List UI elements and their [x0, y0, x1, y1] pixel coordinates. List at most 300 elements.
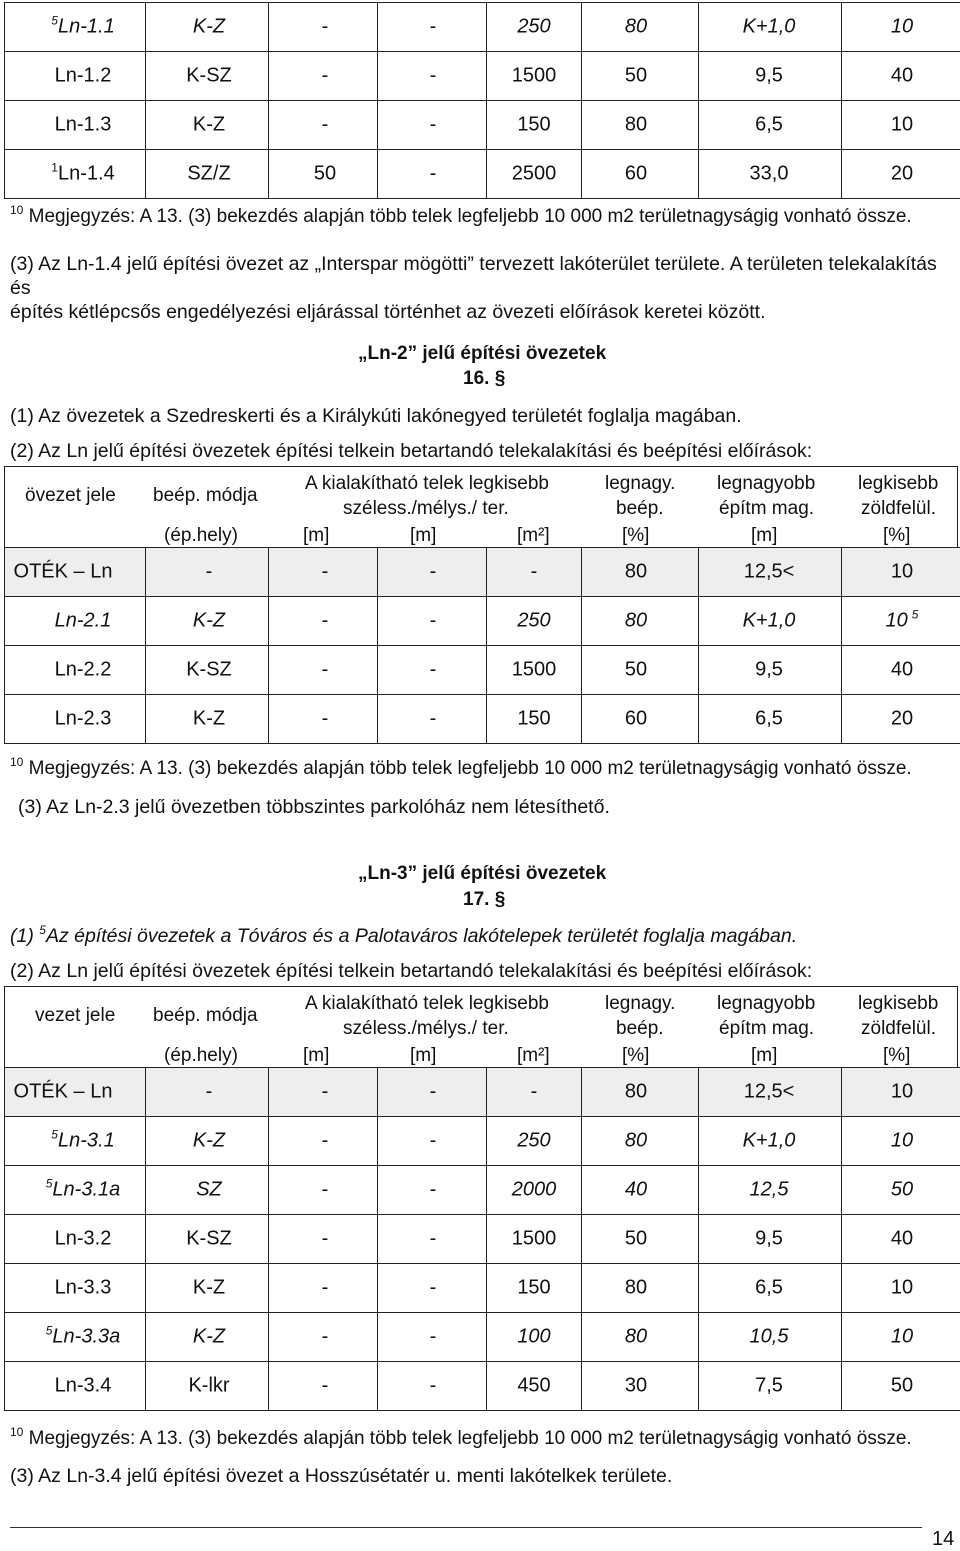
- cell-text: [322, 1130, 329, 1153]
- cell-value: -: [430, 659, 437, 681]
- cell-text: [531, 1081, 538, 1104]
- cell-value: 9,5: [755, 65, 783, 87]
- cell-built: [582, 1166, 699, 1215]
- ln3-note: [10, 1428, 912, 1450]
- cell-text: [322, 1326, 329, 1349]
- cell-text: [750, 163, 789, 186]
- cell-value: -: [430, 1130, 437, 1152]
- cell-value: 40: [891, 1228, 913, 1250]
- cell-text: [322, 65, 329, 88]
- cell-value: -: [430, 708, 437, 730]
- ln2-paragraph-1: (1) Az övezetek a Szedreskerti és a Királykúti lakónegyed területét foglalja magában.: [10, 405, 742, 428]
- header-height-3: [m]: [751, 525, 777, 547]
- ln1-table: [4, 2, 960, 199]
- cell-value: K-Z: [193, 1130, 225, 1152]
- cell-value: 10: [891, 1081, 913, 1103]
- cell-text: [891, 561, 913, 584]
- cell-value: 10: [891, 1277, 913, 1299]
- cell-zone: [5, 548, 146, 597]
- cell-d: [378, 1166, 487, 1215]
- header-mode: beép. módja: [153, 485, 258, 507]
- cell-height: [699, 52, 842, 101]
- cell-text: [517, 16, 550, 39]
- cell-value: 2500: [512, 163, 557, 185]
- cell-value: 80: [625, 610, 647, 632]
- cell-value: -: [430, 114, 437, 136]
- ln2-table-header: [4, 466, 958, 548]
- cell-text: [55, 1375, 112, 1398]
- cell-value: 50: [625, 65, 647, 87]
- cell-text: [886, 610, 919, 633]
- cell-w: [269, 695, 378, 744]
- ln2-paragraph-3: (3) Az Ln-2.3 jelű övezetben többszintes parkolóház nem létesíthető.: [18, 796, 610, 819]
- header-lot-title: A kialakítható telek legkisebb: [305, 993, 549, 1015]
- cell-d: [378, 646, 487, 695]
- cell-text: [193, 708, 225, 731]
- cell-zone: [5, 1313, 146, 1362]
- cell-value: -: [430, 65, 437, 87]
- cell-text: [625, 1277, 647, 1300]
- cell-value: -: [322, 1375, 329, 1397]
- cell-value: Ln-2.2: [55, 659, 112, 681]
- cell-value: 10,5: [750, 1326, 789, 1348]
- cell-mode: [146, 1313, 269, 1362]
- cell-text: [193, 1326, 225, 1349]
- cell-value: 150: [517, 1277, 550, 1299]
- table-row: [5, 1215, 960, 1264]
- cell-text: [512, 65, 557, 88]
- footer-rule: [10, 1527, 922, 1528]
- cell-value: Ln-3.4: [55, 1375, 112, 1397]
- cell-zone: [5, 101, 146, 150]
- cell-text: [193, 16, 225, 39]
- header-built-1: legnagy.: [605, 993, 675, 1015]
- cell-text: [625, 1130, 647, 1153]
- cell-value: Ln-3.2: [55, 1228, 112, 1250]
- footnote-marker: 10: [10, 203, 23, 217]
- cell-text: [55, 65, 112, 88]
- cell-text: [55, 1277, 112, 1300]
- cell-value: 10: [891, 561, 913, 583]
- cell-text: [625, 708, 647, 731]
- cell-zone: [5, 695, 146, 744]
- cell-area: [487, 695, 582, 744]
- cell-green: [842, 1313, 960, 1362]
- cell-zone: [5, 1362, 146, 1411]
- footnote-marker: 5: [51, 14, 58, 28]
- table-row: [5, 3, 960, 52]
- cell-text: [750, 1326, 789, 1349]
- cell-built: [582, 646, 699, 695]
- cell-d: [378, 52, 487, 101]
- cell-text: [891, 659, 913, 682]
- otek-row: [5, 1068, 960, 1117]
- cell-green: [842, 1166, 960, 1215]
- cell-height: [699, 1117, 842, 1166]
- cell-d: [378, 1362, 487, 1411]
- cell-mode: [146, 52, 269, 101]
- cell-green: [842, 1068, 960, 1117]
- cell-value: K-lkr: [188, 1375, 229, 1397]
- cell-text: [625, 114, 647, 137]
- cell-area: [487, 3, 582, 52]
- ln3-paragraph-1: [10, 925, 797, 948]
- header-green-3: [%]: [883, 1045, 910, 1067]
- cell-height: [699, 3, 842, 52]
- cell-value: -: [430, 1081, 437, 1103]
- ln2-note: [10, 758, 912, 780]
- cell-text: [322, 708, 329, 731]
- cell-value: 7,5: [755, 1375, 783, 1397]
- header-zone: vezet jele: [35, 1005, 115, 1027]
- cell-value: K+1,0: [743, 16, 796, 38]
- cell-text: [322, 659, 329, 682]
- cell-height: [699, 1215, 842, 1264]
- header-unit-depth: [m]: [410, 1045, 436, 1067]
- cell-value: Ln-3.3: [55, 1277, 112, 1299]
- cell-text: [755, 65, 783, 88]
- cell-area: [487, 597, 582, 646]
- cell-value: -: [430, 1179, 437, 1201]
- cell-height: [699, 597, 842, 646]
- cell-value: 250: [517, 610, 550, 632]
- note-text: Megjegyzés: A 13. (3) bekezdés alapján több telek legfeljebb 10 000 m2 területnagyságig vonható össze.: [23, 758, 911, 779]
- cell-value: -: [430, 610, 437, 632]
- cell-value: K-SZ: [186, 1228, 232, 1250]
- cell-text: [625, 163, 647, 186]
- cell-text: [625, 1326, 647, 1349]
- cell-text: [517, 708, 550, 731]
- cell-value: 6,5: [755, 708, 783, 730]
- cell-text: [891, 1179, 913, 1202]
- cell-value: 10: [891, 1326, 913, 1348]
- cell-height: [699, 695, 842, 744]
- cell-value: K-Z: [193, 1326, 225, 1348]
- cell-zone: [5, 1166, 146, 1215]
- cell-value: 20: [891, 163, 913, 185]
- table-row: [5, 52, 960, 101]
- cell-text: [55, 708, 112, 731]
- footnote-marker: 5: [912, 608, 919, 622]
- cell-value: 9,5: [755, 659, 783, 681]
- cell-mode: [146, 3, 269, 52]
- ln14-line2: építés kétlépcsős engedélyezési eljárással történhet az övezeti előírások keretei között.: [10, 300, 955, 324]
- cell-text: [517, 1277, 550, 1300]
- cell-value: 6,5: [755, 1277, 783, 1299]
- ln3-table-header: [4, 986, 958, 1068]
- cell-value: Ln-1.3: [55, 114, 112, 136]
- header-mode: beép. módja: [153, 1005, 258, 1027]
- cell-green: [842, 1362, 960, 1411]
- cell-text: [193, 1277, 225, 1300]
- cell-area: [487, 1215, 582, 1264]
- cell-value: 80: [625, 1130, 647, 1152]
- cell-mode: [146, 695, 269, 744]
- cell-text: [755, 659, 783, 682]
- cell-text: [625, 16, 647, 39]
- cell-mode: [146, 150, 269, 199]
- cell-text: [186, 65, 232, 88]
- cell-value: -: [322, 610, 329, 632]
- cell-text: [891, 114, 913, 137]
- cell-text: [430, 1081, 437, 1104]
- header-unit-width: [m]: [303, 525, 329, 547]
- cell-text: [322, 114, 329, 137]
- header-green-1: legkisebb: [858, 993, 938, 1015]
- cell-text: [14, 561, 113, 584]
- cell-text: [891, 1081, 913, 1104]
- cell-w: [269, 548, 378, 597]
- header-unit-area: [m²]: [517, 1045, 550, 1067]
- cell-value: Ln-2.3: [55, 708, 112, 730]
- cell-value: -: [430, 16, 437, 38]
- cell-value: 80: [625, 561, 647, 583]
- ln2-table: [4, 547, 960, 744]
- table-row: [5, 1313, 960, 1362]
- header-green-2: zöldfelül.: [861, 1018, 936, 1040]
- cell-mode: [146, 1362, 269, 1411]
- cell-mode: [146, 548, 269, 597]
- cell-text: [512, 163, 557, 186]
- cell-text: [46, 1179, 121, 1202]
- cell-text: [625, 1228, 647, 1251]
- cell-value: 50: [891, 1179, 913, 1201]
- cell-built: [582, 1068, 699, 1117]
- cell-text: [430, 659, 437, 682]
- cell-text: [51, 16, 114, 39]
- cell-value: K+1,0: [743, 610, 796, 632]
- cell-value: K-Z: [193, 1277, 225, 1299]
- cell-value: 80: [625, 1277, 647, 1299]
- cell-height: [699, 150, 842, 199]
- cell-text: [430, 1277, 437, 1300]
- cell-value: -: [430, 1375, 437, 1397]
- cell-value: -: [322, 708, 329, 730]
- table-row: [5, 695, 960, 744]
- header-height-2: építm mag.: [719, 498, 814, 520]
- cell-area: [487, 150, 582, 199]
- cell-text: [744, 1081, 795, 1104]
- cell-green: [842, 52, 960, 101]
- cell-value: 50: [891, 1375, 913, 1397]
- table-row: [5, 101, 960, 150]
- cell-built: [582, 1264, 699, 1313]
- cell-text: [517, 1326, 550, 1349]
- cell-value: 50: [625, 659, 647, 681]
- header-green-2: zöldfelül.: [861, 498, 936, 520]
- cell-text: [430, 561, 437, 584]
- cell-green: [842, 1264, 960, 1313]
- cell-height: [699, 646, 842, 695]
- cell-d: [378, 1264, 487, 1313]
- cell-built: [582, 1362, 699, 1411]
- cell-mode: [146, 1215, 269, 1264]
- cell-value: 9,5: [755, 1228, 783, 1250]
- cell-text: [322, 1081, 329, 1104]
- cell-w: [269, 1362, 378, 1411]
- otek-row: [5, 548, 960, 597]
- header-zone: övezet jele: [25, 485, 116, 507]
- cell-text: [196, 1179, 222, 1202]
- cell-text: [430, 1326, 437, 1349]
- cell-built: [582, 52, 699, 101]
- cell-value: -: [322, 1081, 329, 1103]
- cell-d: [378, 150, 487, 199]
- cell-built: [582, 1215, 699, 1264]
- cell-value: 1500: [512, 1228, 557, 1250]
- footnote-marker: 5: [46, 1324, 53, 1338]
- cell-text: [625, 65, 647, 88]
- cell-d: [378, 1117, 487, 1166]
- header-height-2: építm mag.: [719, 1018, 814, 1040]
- cell-text: [891, 1326, 913, 1349]
- table-row: [5, 646, 960, 695]
- cell-value: -: [430, 1228, 437, 1250]
- cell-text: [891, 16, 913, 39]
- cell-d: [378, 1313, 487, 1362]
- cell-text: [430, 610, 437, 633]
- cell-d: [378, 1068, 487, 1117]
- cell-zone: [5, 150, 146, 199]
- cell-zone: [5, 1264, 146, 1313]
- cell-value: 80: [625, 1081, 647, 1103]
- cell-value: 40: [891, 65, 913, 87]
- ln2-title: „Ln-2” jelű építési övezetek: [358, 343, 606, 365]
- cell-text: [322, 561, 329, 584]
- cell-text: [755, 1228, 783, 1251]
- cell-mode: [146, 101, 269, 150]
- cell-value: 150: [517, 114, 550, 136]
- cell-value: 10: [891, 16, 913, 38]
- cell-text: [755, 1277, 783, 1300]
- header-unit-width: [m]: [303, 1045, 329, 1067]
- cell-w: [269, 3, 378, 52]
- cell-text: [625, 610, 647, 633]
- cell-text: [891, 163, 913, 186]
- cell-text: [625, 659, 647, 682]
- table-row: [5, 597, 960, 646]
- cell-green: [842, 3, 960, 52]
- footnote-marker: 1: [51, 161, 58, 175]
- cell-built: [582, 548, 699, 597]
- ln3-paragraph-3: (3) Az Ln-3.4 jelű építési övezet a Hosszúsétatér u. menti lakótelkek területe.: [10, 1465, 672, 1488]
- header-built-2: beép.: [616, 498, 664, 520]
- cell-value: -: [206, 561, 213, 583]
- cell-text: [531, 561, 538, 584]
- cell-area: [487, 646, 582, 695]
- cell-value: Ln-1.4: [58, 163, 115, 185]
- cell-text: [755, 114, 783, 137]
- cell-w: [269, 101, 378, 150]
- cell-value: 80: [625, 1326, 647, 1348]
- paragraph-prefix: (1): [10, 925, 39, 947]
- cell-value: 450: [517, 1375, 550, 1397]
- cell-text: [55, 659, 112, 682]
- footnote-marker: 10: [10, 1425, 23, 1439]
- cell-value: 12,5: [750, 1179, 789, 1201]
- cell-value: -: [322, 1130, 329, 1152]
- header-built-3: [%]: [622, 525, 649, 547]
- cell-w: [269, 646, 378, 695]
- cell-built: [582, 695, 699, 744]
- cell-value: -: [531, 561, 538, 583]
- table-row: [5, 1117, 960, 1166]
- cell-d: [378, 548, 487, 597]
- cell-zone: [5, 52, 146, 101]
- cell-text: [625, 1081, 647, 1104]
- header-lot-title: A kialakítható telek legkisebb: [305, 473, 549, 495]
- ln3-title: „Ln-3” jelű építési övezetek: [358, 863, 606, 885]
- cell-text: [743, 16, 796, 39]
- ln14-line1: (3) Az Ln-1.4 jelű építési övezet az „Interspar mögötti” tervezett lakóterület területe. A területen telekalakítás és: [10, 252, 955, 300]
- cell-text: [206, 1081, 213, 1104]
- cell-value: 250: [517, 1130, 550, 1152]
- cell-value: -: [322, 16, 329, 38]
- cell-text: [55, 610, 112, 633]
- cell-w: [269, 52, 378, 101]
- cell-green: [842, 150, 960, 199]
- cell-value: Ln-1.1: [58, 16, 115, 38]
- cell-zone: [5, 1215, 146, 1264]
- cell-w: [269, 150, 378, 199]
- cell-height: [699, 1362, 842, 1411]
- cell-text: [625, 1375, 647, 1398]
- cell-value: Ln-3.1a: [52, 1179, 120, 1201]
- header-green-3: [%]: [883, 525, 910, 547]
- cell-w: [269, 597, 378, 646]
- cell-text: [891, 1277, 913, 1300]
- cell-value: K-Z: [193, 16, 225, 38]
- cell-value: -: [322, 65, 329, 87]
- cell-area: [487, 1166, 582, 1215]
- cell-height: [699, 1313, 842, 1362]
- cell-text: [743, 610, 796, 633]
- ln2-paragraph-2: (2) Az Ln jelű építési övezetek építési telkein betartandó telekalakítási és beépítési előírások:: [10, 440, 812, 463]
- cell-green: [842, 646, 960, 695]
- cell-value: K-SZ: [186, 659, 232, 681]
- cell-d: [378, 1215, 487, 1264]
- page-number: 14: [932, 1528, 954, 1551]
- cell-d: [378, 3, 487, 52]
- cell-height: [699, 1166, 842, 1215]
- ln14-paragraph: [10, 252, 955, 324]
- cell-value: 40: [891, 659, 913, 681]
- cell-value: 150: [517, 708, 550, 730]
- cell-text: [891, 1228, 913, 1251]
- cell-value: 1500: [512, 65, 557, 87]
- cell-built: [582, 3, 699, 52]
- header-mode-2: (ép.hely): [164, 1045, 238, 1067]
- cell-value: 40: [625, 1179, 647, 1201]
- cell-green: [842, 1215, 960, 1264]
- cell-value: -: [322, 1326, 329, 1348]
- cell-text: [891, 1130, 913, 1153]
- footnote-marker: 5: [46, 1177, 53, 1191]
- table-row: [5, 1166, 960, 1215]
- cell-text: [430, 1375, 437, 1398]
- header-built-1: legnagy.: [605, 473, 675, 495]
- cell-value: SZ/Z: [187, 163, 230, 185]
- cell-text: [186, 1228, 232, 1251]
- cell-area: [487, 1068, 582, 1117]
- cell-text: [430, 1130, 437, 1153]
- cell-text: [186, 659, 232, 682]
- note-text: Megjegyzés: A 13. (3) bekezdés alapján több telek legfeljebb 10 000 m2 területnagyságig vonható össze.: [23, 1428, 911, 1449]
- header-mode-2: (ép.hely): [164, 525, 238, 547]
- cell-value: K-Z: [193, 708, 225, 730]
- cell-text: [430, 1179, 437, 1202]
- cell-green: [842, 548, 960, 597]
